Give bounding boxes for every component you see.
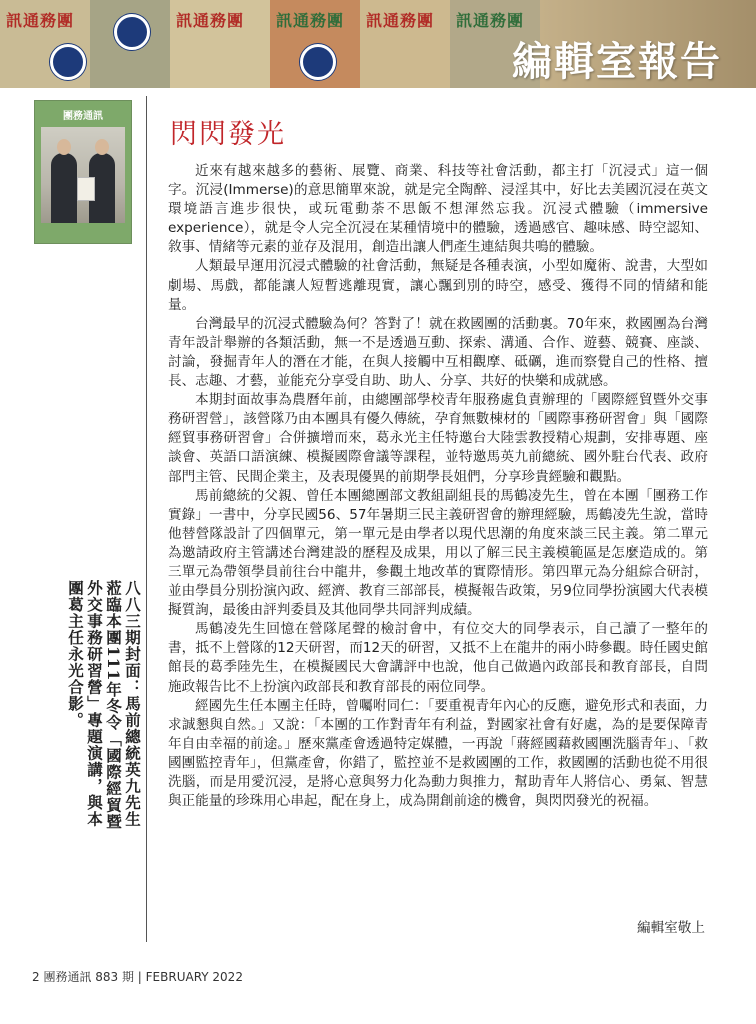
cover-thumbnail (34, 100, 132, 244)
vintage-cover-1 (0, 0, 91, 88)
vintage-cover-title: 訊通務團 (276, 11, 345, 30)
header-banner (0, 0, 756, 88)
paragraph: 馬鶴凌先生回憶在營隊尾聲的檢討會中，有位交大的同學表示，自己讀了一整年的書，抵不上營隊的12天研習，而12天的研習，又抵不上在龍井的兩小時參觀。時任國史館館長的葛季陸先生，在模擬國民大會講評中也說，他自己做過內政部長和教育部長，自問施政報告比不上扮演內政部長和教育部長的兩位同學。 (168, 621, 708, 695)
vintage-cover-4 (270, 0, 361, 88)
person-head (57, 139, 71, 155)
vintage-cover-title: 訊通務團 (456, 11, 525, 30)
section-title: 編輯室報告 (512, 39, 722, 85)
person-head (95, 139, 109, 155)
vintage-cover-title: 訊通務團 (6, 11, 75, 30)
column-divider (146, 96, 147, 942)
certificate-icon (77, 177, 95, 201)
vintage-cover-title: 訊通務團 (176, 11, 245, 30)
signature: 編輯室敬上 (637, 920, 705, 936)
vintage-cover-5 (360, 0, 451, 88)
emblem-icon (50, 44, 86, 80)
paragraph: 本期封面故事為農曆年前，由總團部學校青年服務處負責辦理的「國際經貿暨外交事務研習營」，該營隊乃由本團具有優久傳統，孕育無數棟材的「國際事務研習會」與「國際經貿事務研習會」合併擴增而來，葛永光主任特邀台大陸雲教授精心規劃，安排專題、座談會、英語口語演練、模擬國際會議等課程，並特邀馬英九前總統、國外駐台代表、政府部門主管、民間企業主，及表現優異的前期學長姐們，分享珍貴經驗和觀點。 (168, 392, 708, 485)
vintage-cover-2 (90, 0, 171, 88)
cover-masthead: 團務通訊 (63, 111, 103, 122)
vintage-cover-title: 訊通務團 (366, 11, 435, 30)
page-footer: 2 團務通訊 883 期 | FEBRUARY 2022 (32, 970, 243, 984)
article-title: 閃閃發光 (170, 119, 286, 150)
paragraph: 台灣最早的沉浸式體驗為何？答對了！就在救國團的活動裏。70年來，救國團為台灣青年設計舉辦的各類活動，無一不是透過互動、探索、溝通、合作、遊藝、競賽、座談、討論，發掘青年人的潛在才能，在與人接觸中互相觀摩、砥礪，進而察覺自己的性格、擅長、志趣、才藝，並能充分享受自助、助人、分享、共好的快樂和成就感。 (168, 315, 708, 390)
paragraph: 馬前總統的父親、曾任本團總團部文教組副組長的馬鶴凌先生，曾在本團「團務工作實錄」一書中，分享民國56、57年暑期三民主義研習會的辦理經驗，馬鶴凌先生說，當時他替營隊設計了四個單元，第一單元是由學者以現代思潮的角度來談三民主義。第二單元為邀請政府主管講述台灣建設的歷程及成果，用以了解三民主義模範區是怎麼造成的。第三單元為帶領學員前往台中龍井，參觀土地改革的實際情形。第四單元為分組綜合研討，並由學員分別扮演內政、經濟、教育三部部長，模擬報告政策，另9位同學扮演國大代表模擬質詢，最後由評判委員及其他同學共同評判成績。 (168, 487, 708, 619)
paragraph: 近來有越來越多的藝術、展覽、商業、科技等社會活動，都主打「沉浸式」這一個字。沉浸(Immerse)的意思簡單來說，就是完全陶醉、浸淫其中，好比去美國沉浸在英文環境語言進步很快，或玩電動荼不思飯不想渾然忘我。沉浸式體驗（immersive experience），就是令人完全沉浸在某種情境中的體驗，透過感官、趣味感、時空認知、敘事、情緒等元素的並存及混用，創造出讓人們產生連結與共鳴的體驗。 (168, 163, 708, 256)
cover-caption: 八八三期封面：馬前總統英九先生蒞臨本團111年冬令「國際經貿暨外交事務研習營」專題演講，與本團葛主任永光合影。 (66, 580, 142, 830)
emblem-icon (300, 44, 336, 80)
emblem-icon (114, 14, 150, 50)
cover-photo (41, 127, 125, 223)
person-figure (51, 153, 77, 223)
paragraph: 人類最早運用沉浸式體驗的社會活動，無疑是各種表演，小型如魔術、說書，大型如劇場、馬戲，都能讓人短暫逃離現實，讓心飄到別的時空，感受、獲得不同的情緒和能量。 (168, 258, 708, 313)
vintage-cover-3 (170, 0, 271, 88)
paragraph: 經國先生任本團主任時，曾囑咐同仁：「要重視青年內心的反應，避免形式和表面，力求誠懇與自然。」又說：「本團的工作對青年有利益，對國家社會有好處，為的是要保障青年自由幸福的前途。」歷來黨產會透過特定媒體，一再說「蔣經國藉救國團洗腦青年」、「救國團監控青年」，但黨產會，你錯了，監控並不是救國團的工作，救國團的活動也從不用很洗腦，而是用愛沉浸，是將心意與努力化為動力與推力，幫助青年人將信心、勇氣、智慧與正能量的珍珠用心串起，配在身上，成為開創前途的機會，與閃閃發光的祝福。 (168, 697, 708, 810)
article-body (168, 162, 708, 811)
